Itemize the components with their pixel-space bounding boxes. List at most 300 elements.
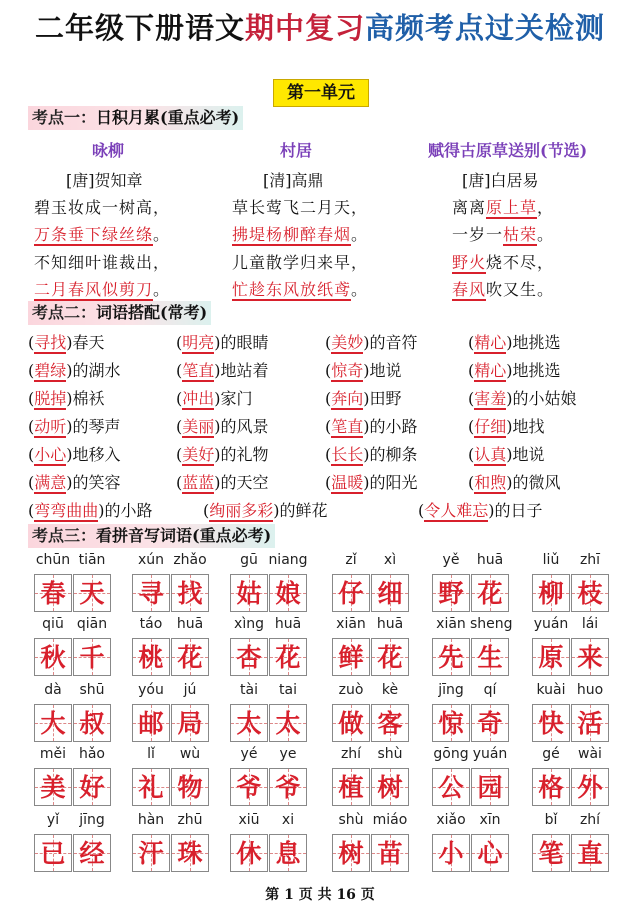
pinyin-syllable: tiān (78, 552, 106, 568)
answer-word: 精心 (474, 361, 507, 380)
collocation-suffix: 的笑容 (72, 473, 121, 492)
pinyin-syllable: shù (338, 812, 364, 828)
pinyin-syllable: jīng (438, 682, 464, 698)
character: 经 (79, 839, 105, 868)
pinyin-syllable: gū (240, 552, 258, 568)
line-text: 。 (153, 225, 171, 244)
pinyin-syllable: niang (268, 552, 308, 568)
character-box (132, 638, 170, 676)
section-name: 词语搭配 (96, 303, 161, 322)
bracket-open: ( (468, 389, 475, 408)
bracket-open: ( (418, 501, 425, 520)
collocation-suffix: 的小路 (104, 501, 153, 520)
character: 好 (79, 773, 105, 802)
collocation-suffix: 的日子 (494, 501, 543, 520)
collocation-item (28, 358, 121, 381)
title-part1: 二年级下册语文 (34, 11, 245, 45)
character-box (532, 768, 570, 806)
poem-title: 村居 (280, 141, 313, 160)
bracket-open: ( (468, 417, 475, 436)
pinyin-syllable: huā (176, 616, 204, 632)
character: 汗 (138, 839, 164, 868)
section-prefix: 考点二： (32, 303, 97, 322)
collocation-item (28, 442, 121, 465)
character: 苗 (377, 839, 403, 868)
line-text: 。 (153, 280, 171, 299)
character: 叔 (79, 709, 105, 738)
character-box (332, 704, 370, 742)
collocation-item (468, 442, 545, 465)
character: 来 (577, 643, 603, 672)
character: 做 (338, 709, 364, 738)
collocation-item (468, 414, 545, 437)
answer-text: 野火 (452, 253, 487, 272)
answer-word: 寻找 (34, 333, 67, 352)
poem-line (452, 250, 554, 273)
character: 天 (79, 579, 105, 608)
bracket-open: ( (176, 417, 183, 436)
collocation-suffix: 的小姑娘 (512, 389, 577, 408)
answer-word: 明亮 (182, 333, 215, 352)
collocation-item (28, 498, 153, 521)
character: 快 (538, 709, 564, 738)
answer-text: 拂堤杨柳醉春烟 (232, 225, 352, 244)
line-text: ， (537, 198, 555, 217)
character: 珠 (177, 839, 203, 868)
answer-word: 温暖 (331, 473, 364, 492)
character-box (171, 704, 209, 742)
collocation-item (176, 442, 269, 465)
line-text: 儿童散学归来早， (232, 253, 369, 272)
collocation-item (176, 358, 269, 381)
collocation-item (325, 470, 418, 493)
collocation-suffix: 的音符 (369, 333, 418, 352)
bracket-open: ( (28, 445, 35, 464)
collocation-suffix: 地说 (369, 361, 402, 380)
character-box (471, 704, 509, 742)
character: 息 (275, 839, 301, 868)
bracket-open: ( (176, 473, 183, 492)
pinyin-syllable: xì (383, 552, 397, 568)
collocation-row (28, 330, 628, 354)
character-box (432, 834, 470, 872)
pinyin-syllable: jú (183, 682, 197, 698)
collocation-item (325, 358, 402, 381)
collocation-row (28, 442, 628, 466)
pinyin-syllable: zhí (340, 746, 362, 762)
pinyin-syllable: chūn (35, 552, 71, 568)
collocation-item (176, 386, 253, 409)
character-box (532, 704, 570, 742)
pinyin-syllable: shù (377, 746, 403, 762)
bracket-close: ) (488, 501, 495, 520)
bracket-close: ) (214, 361, 221, 380)
poem-line (452, 277, 554, 300)
pinyin-syllable: měi (39, 746, 67, 762)
collocation-suffix: 地找 (512, 417, 545, 436)
bracket-open: ( (28, 501, 35, 520)
collocation-suffix: 的湖水 (72, 361, 121, 380)
character: 寻 (138, 579, 164, 608)
character: 直 (577, 839, 603, 868)
line-text: 不知细叶谁裁出， (34, 253, 171, 272)
collocation-item (176, 330, 269, 353)
answer-word: 精心 (474, 333, 507, 352)
character: 物 (177, 773, 203, 802)
character-box (171, 574, 209, 612)
bracket-open: ( (176, 445, 183, 464)
character: 大 (40, 709, 66, 738)
collocation-item (28, 470, 121, 493)
answer-word: 认真 (474, 445, 507, 464)
character: 找 (177, 579, 203, 608)
character-box (571, 834, 609, 872)
answer-word: 害羞 (474, 389, 507, 408)
poem-line (34, 195, 170, 218)
bracket-close: ) (214, 473, 221, 492)
collocation-suffix: 的风景 (220, 417, 269, 436)
character-box (269, 704, 307, 742)
character: 园 (477, 773, 503, 802)
section-heading-3 (28, 524, 275, 548)
character: 邮 (138, 709, 164, 738)
character-box (371, 834, 409, 872)
character: 格 (538, 773, 564, 802)
pinyin-syllable: gé (542, 746, 560, 762)
answer-word: 弯弯曲曲 (34, 501, 99, 520)
bracket-close: ) (214, 389, 221, 408)
section-tag: (重点必考) (192, 526, 272, 545)
section-tag: (重点必考) (160, 108, 240, 127)
character: 惊 (438, 709, 464, 738)
collocation-suffix: 的鲜花 (279, 501, 328, 520)
answer-word: 奔向 (331, 389, 364, 408)
character: 仔 (338, 579, 364, 608)
collocation-item (418, 498, 543, 521)
character: 生 (477, 643, 503, 672)
page-title (0, 6, 640, 50)
bracket-open: ( (325, 389, 332, 408)
collocation-item (468, 358, 561, 381)
section-prefix: 考点一： (32, 108, 97, 127)
line-text: 碧玉妆成一树高， (34, 198, 171, 217)
character: 休 (236, 839, 262, 868)
character-box (371, 704, 409, 742)
character: 姑 (236, 579, 262, 608)
poem-line (452, 195, 554, 218)
answer-text: 枯荣 (503, 225, 538, 244)
pinyin-syllable: zhǎo (173, 552, 207, 568)
character-box (132, 704, 170, 742)
bracket-open: ( (468, 361, 475, 380)
answer-word: 碧绿 (34, 361, 67, 380)
character-box (73, 768, 111, 806)
character-box (471, 834, 509, 872)
poem-title: 赋得古原草送别(节选) (428, 141, 588, 160)
character-box (73, 834, 111, 872)
bracket-open: ( (28, 361, 35, 380)
character-box (332, 834, 370, 872)
bracket-open: ( (325, 473, 332, 492)
character-box (34, 704, 72, 742)
pinyin-syllable: lǐ (147, 746, 155, 762)
character-box (532, 834, 570, 872)
answer-word: 动听 (34, 417, 67, 436)
pinyin-syllable: ye (279, 746, 297, 762)
bracket-close: ) (506, 389, 513, 408)
character-box (34, 834, 72, 872)
character-box (132, 768, 170, 806)
answer-text: 春风 (452, 280, 487, 299)
page-footer: 第 1 页 共 16 页 (265, 887, 375, 903)
bracket-close: ) (506, 333, 513, 352)
line-text: 烧不尽， (486, 253, 555, 272)
pinyin-syllable: yǐ (46, 812, 60, 828)
character-box (171, 768, 209, 806)
collocation-suffix: 的微风 (512, 473, 561, 492)
collocation-suffix: 地挑选 (512, 333, 561, 352)
collocation-item (468, 386, 577, 409)
character-box (571, 704, 609, 742)
character-box (269, 574, 307, 612)
character: 花 (275, 643, 301, 672)
character: 花 (177, 643, 203, 672)
pinyin-syllable: tai (279, 682, 297, 698)
poem-author: [唐]贺知章 (66, 171, 143, 190)
pinyin-syllable: qiān (76, 616, 108, 632)
answer-word: 仔细 (474, 417, 507, 436)
character-box (171, 834, 209, 872)
bracket-close: ) (363, 445, 370, 464)
collocation-suffix: 地站着 (220, 361, 269, 380)
collocation-suffix: 的小路 (369, 417, 418, 436)
poem-line (452, 222, 554, 245)
bracket-close: ) (66, 333, 73, 352)
line-text: 。 (351, 280, 369, 299)
character: 枝 (577, 579, 603, 608)
answer-text: 原上草 (486, 198, 538, 217)
character: 先 (438, 643, 464, 672)
collocation-item (325, 414, 418, 437)
character-box (371, 574, 409, 612)
section-name: 看拼音写词语 (96, 526, 193, 545)
pinyin-syllable: wài (578, 746, 602, 762)
line-text: 。 (351, 225, 369, 244)
character-box (171, 638, 209, 676)
collocation-suffix: 家门 (220, 389, 253, 408)
pinyin-syllable: zuò (338, 682, 364, 698)
collocation-suffix: 的柳条 (369, 445, 418, 464)
character-box (230, 638, 268, 676)
pinyin-syllable: qí (483, 682, 497, 698)
bracket-open: ( (468, 473, 475, 492)
bracket-open: ( (325, 333, 332, 352)
answer-word: 和煦 (474, 473, 507, 492)
character: 公 (438, 773, 464, 802)
character-box (132, 574, 170, 612)
bracket-close: ) (363, 361, 370, 380)
line-text: 草长莺飞二月天， (232, 198, 369, 217)
section-heading-1 (28, 106, 243, 130)
pinyin-syllable: wù (179, 746, 201, 762)
collocation-item (325, 330, 418, 353)
character-box (269, 638, 307, 676)
collocation-item (176, 414, 269, 437)
collocation-row (28, 414, 628, 438)
pinyin-syllable: xi (281, 812, 295, 828)
poem-line (232, 195, 368, 218)
bracket-open: ( (28, 473, 35, 492)
character-box (571, 574, 609, 612)
character-box (230, 574, 268, 612)
character-box (432, 704, 470, 742)
section-heading-2 (28, 301, 211, 325)
collocation-suffix: 春天 (72, 333, 105, 352)
answer-word: 笔直 (331, 417, 364, 436)
collocation-item (28, 414, 121, 437)
answer-word: 美妙 (331, 333, 364, 352)
pinyin-syllable: huā (274, 616, 302, 632)
character-box (571, 638, 609, 676)
poem-line (232, 222, 368, 245)
pinyin-syllable: huā (476, 552, 504, 568)
character: 礼 (138, 773, 164, 802)
pinyin-syllable: gōng (433, 746, 469, 762)
character-box (230, 704, 268, 742)
bracket-open: ( (325, 445, 332, 464)
character-box (471, 638, 509, 676)
pinyin-syllable: xún (137, 552, 165, 568)
section-tag: (常考) (160, 303, 208, 322)
pinyin-syllable: shū (79, 682, 105, 698)
poem-title: 咏柳 (92, 141, 125, 160)
collocation-suffix: 地说 (512, 445, 545, 464)
collocation-suffix: 的天空 (220, 473, 269, 492)
character-box (532, 574, 570, 612)
pinyin-syllable: zhī (579, 552, 601, 568)
character-box (332, 638, 370, 676)
bracket-close: ) (214, 333, 221, 352)
character: 美 (40, 773, 66, 802)
pinyin-syllable: xìng (234, 616, 264, 632)
character: 杏 (236, 643, 262, 672)
pinyin-syllable: zhū (177, 812, 203, 828)
answer-word: 惊奇 (331, 361, 364, 380)
character-box (34, 638, 72, 676)
character-box (432, 768, 470, 806)
pinyin-syllable: tài (240, 682, 258, 698)
pinyin-syllable: yóu (138, 682, 164, 698)
line-text: 一岁一 (452, 225, 504, 244)
collocation-suffix: 地移入 (72, 445, 121, 464)
pinyin-syllable: xīn (479, 812, 501, 828)
pinyin-syllable: yě (442, 552, 460, 568)
collocation-item (325, 442, 418, 465)
character-box (332, 768, 370, 806)
answer-word: 长长 (331, 445, 364, 464)
answer-word: 脱掉 (34, 389, 67, 408)
unit-label: 第一单元 (273, 79, 369, 107)
poem-line (232, 277, 368, 300)
poem-line (34, 222, 170, 245)
collocation-row (28, 470, 628, 494)
pinyin-syllable: huā (376, 616, 404, 632)
poem-author: [唐]白居易 (462, 171, 539, 190)
character: 爷 (236, 773, 262, 802)
character-box (73, 638, 111, 676)
poem-line (34, 250, 170, 273)
collocation-suffix: 田野 (369, 389, 402, 408)
character: 活 (577, 709, 603, 738)
character-box (432, 574, 470, 612)
answer-text: 忙趁东风放纸鸢 (232, 280, 352, 299)
bracket-close: ) (66, 445, 73, 464)
pinyin-syllable: xiān (436, 616, 466, 632)
character: 爷 (275, 773, 301, 802)
pinyin-syllable: yuán (472, 746, 508, 762)
character: 秋 (40, 643, 66, 672)
character: 心 (477, 839, 503, 868)
pinyin-syllable: dà (44, 682, 62, 698)
pinyin-syllable: lái (581, 616, 599, 632)
answer-word: 蓝蓝 (182, 473, 215, 492)
pinyin-syllable: huo (576, 682, 604, 698)
pinyin-syllable: miáo (372, 812, 408, 828)
answer-word: 冲出 (182, 389, 215, 408)
bracket-open: ( (325, 361, 332, 380)
collocation-suffix: 的琴声 (72, 417, 121, 436)
bracket-open: ( (325, 417, 332, 436)
pinyin-syllable: xiū (238, 812, 260, 828)
character-box (132, 834, 170, 872)
collocation-suffix: 的礼物 (220, 445, 269, 464)
character: 客 (377, 709, 403, 738)
bracket-close: ) (506, 445, 513, 464)
character-box (371, 768, 409, 806)
answer-word: 绚丽多彩 (209, 501, 274, 520)
character-box (34, 574, 72, 612)
pinyin-syllable: zhí (579, 812, 601, 828)
character-box (73, 704, 111, 742)
answer-word: 美好 (182, 445, 215, 464)
character: 千 (79, 643, 105, 672)
collocation-suffix: 的阳光 (369, 473, 418, 492)
pinyin-syllable: xiǎo (436, 812, 466, 828)
character-box (471, 768, 509, 806)
collocation-item (468, 470, 561, 493)
character: 细 (377, 579, 403, 608)
bracket-close: ) (363, 473, 370, 492)
bracket-close: ) (98, 501, 105, 520)
bracket-close: ) (506, 361, 513, 380)
bracket-close: ) (66, 473, 73, 492)
bracket-open: ( (203, 501, 210, 520)
pinyin-syllable: xiān (336, 616, 366, 632)
answer-word: 令人难忘 (424, 501, 489, 520)
pinyin-syllable: liǔ (542, 552, 560, 568)
character: 柳 (538, 579, 564, 608)
character-box (73, 574, 111, 612)
character: 太 (236, 709, 262, 738)
collocation-row (28, 498, 628, 522)
line-text: 。 (537, 225, 555, 244)
character-box (471, 574, 509, 612)
character-box (532, 638, 570, 676)
character: 奇 (477, 709, 503, 738)
character-box (269, 834, 307, 872)
character: 野 (438, 579, 464, 608)
character: 笔 (538, 839, 564, 868)
